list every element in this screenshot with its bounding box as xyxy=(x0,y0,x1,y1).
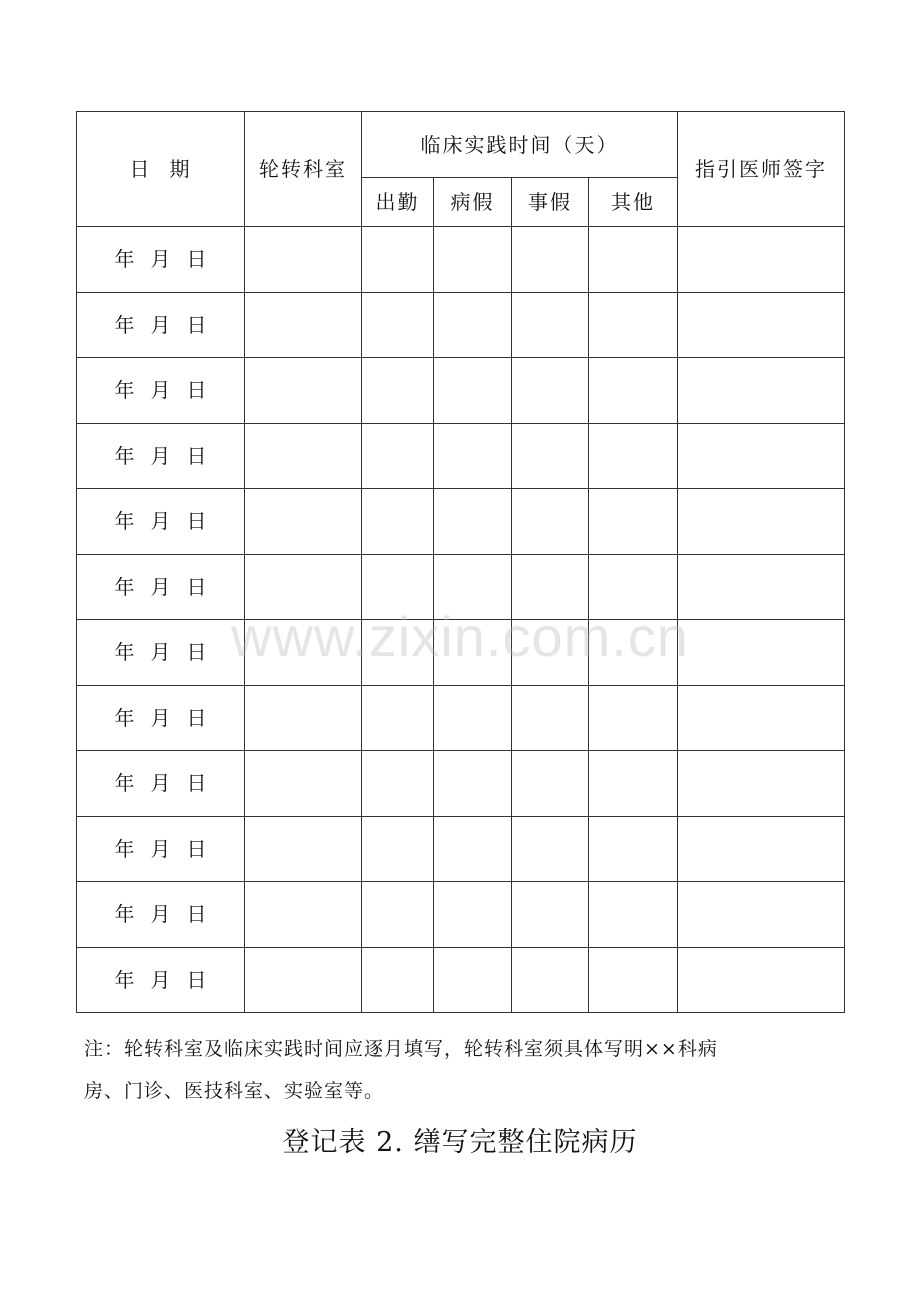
sick-leave-cell[interactable] xyxy=(434,358,512,424)
header-date xyxy=(77,112,245,227)
date-cell[interactable] xyxy=(77,620,245,686)
personal-leave-cell[interactable] xyxy=(512,358,589,424)
signature-cell[interactable] xyxy=(678,423,845,489)
date-year-label: 年 xyxy=(114,443,135,468)
table-row xyxy=(77,489,845,555)
department-cell[interactable] xyxy=(245,882,362,948)
other-cell[interactable] xyxy=(589,751,678,817)
date-month-label: 月 xyxy=(150,378,171,403)
personal-leave-cell[interactable] xyxy=(512,620,589,686)
header-row-top xyxy=(77,112,845,178)
date-day-label: 日 xyxy=(186,705,207,730)
sick-leave-cell[interactable] xyxy=(434,292,512,358)
date-year-label: 年 xyxy=(114,640,135,665)
date-cell[interactable] xyxy=(77,947,245,1013)
department-cell[interactable] xyxy=(245,227,362,293)
date-year-label: 年 xyxy=(114,902,135,927)
note-line-1: 注：轮转科室及临床实践时间应逐月填写，轮转科室须具体写明××科病 xyxy=(84,1038,718,1060)
attendance-cell[interactable] xyxy=(362,751,434,817)
date-year-label: 年 xyxy=(114,312,135,337)
other-cell[interactable] xyxy=(589,292,678,358)
header-attendance: 出勤 xyxy=(362,178,434,227)
note-line-2: 房、门诊、医技科室、实验室等。 xyxy=(84,1080,385,1102)
date-cell[interactable] xyxy=(77,751,245,817)
signature-cell[interactable] xyxy=(678,489,845,555)
header-department: 轮转科室 xyxy=(245,112,362,227)
date-year-label: 年 xyxy=(114,247,135,272)
date-month-label: 月 xyxy=(150,836,171,861)
attendance-cell[interactable] xyxy=(362,620,434,686)
header-date-char-2: 期 xyxy=(169,157,192,181)
attendance-cell[interactable] xyxy=(362,423,434,489)
date-cell[interactable] xyxy=(77,227,245,293)
sick-leave-cell[interactable] xyxy=(434,882,512,948)
table-row xyxy=(77,358,845,424)
date-month-label: 月 xyxy=(150,771,171,796)
signature-cell[interactable] xyxy=(678,358,845,424)
other-cell[interactable] xyxy=(589,489,678,555)
signature-cell[interactable] xyxy=(678,554,845,620)
personal-leave-cell[interactable] xyxy=(512,882,589,948)
sick-leave-cell[interactable] xyxy=(434,620,512,686)
table-row xyxy=(77,882,845,948)
sick-leave-cell[interactable] xyxy=(434,685,512,751)
note xyxy=(84,1028,804,1112)
sick-leave-cell[interactable] xyxy=(434,816,512,882)
date-cell[interactable] xyxy=(77,685,245,751)
sick-leave-cell[interactable] xyxy=(434,423,512,489)
date-day-label: 日 xyxy=(186,836,207,861)
department-cell[interactable] xyxy=(245,554,362,620)
table-row xyxy=(77,947,845,1013)
attendance-cell[interactable] xyxy=(362,882,434,948)
department-cell[interactable] xyxy=(245,947,362,1013)
table-row xyxy=(77,751,845,817)
attendance-cell[interactable] xyxy=(362,489,434,555)
other-cell[interactable] xyxy=(589,816,678,882)
sick-leave-cell[interactable] xyxy=(434,489,512,555)
date-month-label: 月 xyxy=(150,967,171,992)
signature-cell[interactable] xyxy=(678,947,845,1013)
date-month-label: 月 xyxy=(150,705,171,730)
date-year-label: 年 xyxy=(114,378,135,403)
other-cell[interactable] xyxy=(589,227,678,293)
signature-cell[interactable] xyxy=(678,816,845,882)
department-cell[interactable] xyxy=(245,292,362,358)
date-year-label: 年 xyxy=(114,967,135,992)
date-year-label: 年 xyxy=(114,509,135,534)
personal-leave-cell[interactable] xyxy=(512,947,589,1013)
date-month-label: 月 xyxy=(150,443,171,468)
date-month-label: 月 xyxy=(150,640,171,665)
attendance-cell[interactable] xyxy=(362,947,434,1013)
attendance-cell[interactable] xyxy=(362,358,434,424)
department-cell[interactable] xyxy=(245,358,362,424)
table-body xyxy=(77,112,845,1013)
date-year-label: 年 xyxy=(114,771,135,796)
date-day-label: 日 xyxy=(186,509,207,534)
date-cell[interactable] xyxy=(77,292,245,358)
table-row xyxy=(77,423,845,489)
sick-leave-cell[interactable] xyxy=(434,947,512,1013)
date-day-label: 日 xyxy=(186,443,207,468)
attendance-cell[interactable] xyxy=(362,227,434,293)
personal-leave-cell[interactable] xyxy=(512,227,589,293)
other-cell[interactable] xyxy=(589,947,678,1013)
signature-cell[interactable] xyxy=(678,620,845,686)
attendance-cell[interactable] xyxy=(362,685,434,751)
table-row xyxy=(77,816,845,882)
department-cell[interactable] xyxy=(245,423,362,489)
other-cell[interactable] xyxy=(589,685,678,751)
sick-leave-cell[interactable] xyxy=(434,751,512,817)
attendance-cell[interactable] xyxy=(362,292,434,358)
date-cell[interactable] xyxy=(77,489,245,555)
date-cell[interactable] xyxy=(77,816,245,882)
other-cell[interactable] xyxy=(589,423,678,489)
department-cell[interactable] xyxy=(245,816,362,882)
signature-cell[interactable] xyxy=(678,685,845,751)
department-cell[interactable] xyxy=(245,620,362,686)
watermark: www.zixin.com.cn xyxy=(231,605,689,668)
table-row xyxy=(77,685,845,751)
department-cell[interactable] xyxy=(245,685,362,751)
header-clinical-time: 临床实践时间（天） xyxy=(362,112,678,178)
date-day-label: 日 xyxy=(186,378,207,403)
personal-leave-cell[interactable] xyxy=(512,292,589,358)
table-row xyxy=(77,554,845,620)
date-month-label: 月 xyxy=(150,312,171,337)
table-row xyxy=(77,620,845,686)
date-day-label: 日 xyxy=(186,967,207,992)
table-row xyxy=(77,292,845,358)
form-title: 登记表 2. 缮写完整住院病历 xyxy=(282,1127,638,1158)
header-other: 其他 xyxy=(589,178,678,227)
sick-leave-cell[interactable] xyxy=(434,554,512,620)
attendance-cell[interactable] xyxy=(362,816,434,882)
other-cell[interactable] xyxy=(589,554,678,620)
personal-leave-cell[interactable] xyxy=(512,423,589,489)
personal-leave-cell[interactable] xyxy=(512,685,589,751)
header-sick-leave: 病假 xyxy=(434,178,512,227)
date-month-label: 月 xyxy=(150,574,171,599)
other-cell[interactable] xyxy=(589,358,678,424)
date-month-label: 月 xyxy=(150,509,171,534)
date-cell[interactable] xyxy=(77,554,245,620)
date-cell[interactable] xyxy=(77,423,245,489)
personal-leave-cell[interactable] xyxy=(512,554,589,620)
date-day-label: 日 xyxy=(186,247,207,272)
date-year-label: 年 xyxy=(114,836,135,861)
personal-leave-cell[interactable] xyxy=(512,751,589,817)
department-cell[interactable] xyxy=(245,489,362,555)
date-day-label: 日 xyxy=(186,312,207,337)
personal-leave-cell[interactable] xyxy=(512,489,589,555)
header-supervisor-signature: 指引医师签字 xyxy=(678,112,845,227)
header-personal-leave: 事假 xyxy=(512,178,589,227)
attendance-cell[interactable] xyxy=(362,554,434,620)
date-day-label: 日 xyxy=(186,640,207,665)
date-cell[interactable] xyxy=(77,882,245,948)
other-cell[interactable] xyxy=(589,620,678,686)
date-month-label: 月 xyxy=(150,247,171,272)
date-year-label: 年 xyxy=(114,574,135,599)
sick-leave-cell[interactable] xyxy=(434,227,512,293)
signature-cell[interactable] xyxy=(678,292,845,358)
rotation-register-table xyxy=(76,111,845,1013)
table-row xyxy=(77,227,845,293)
date-cell[interactable] xyxy=(77,358,245,424)
signature-cell[interactable] xyxy=(678,882,845,948)
date-day-label: 日 xyxy=(186,771,207,796)
department-cell[interactable] xyxy=(245,751,362,817)
date-day-label: 日 xyxy=(186,902,207,927)
date-day-label: 日 xyxy=(186,574,207,599)
date-month-label: 月 xyxy=(150,902,171,927)
signature-cell[interactable] xyxy=(678,751,845,817)
date-year-label: 年 xyxy=(114,705,135,730)
other-cell[interactable] xyxy=(589,882,678,948)
personal-leave-cell[interactable] xyxy=(512,816,589,882)
signature-cell[interactable] xyxy=(678,227,845,293)
header-date-char-1: 日 xyxy=(129,157,152,181)
